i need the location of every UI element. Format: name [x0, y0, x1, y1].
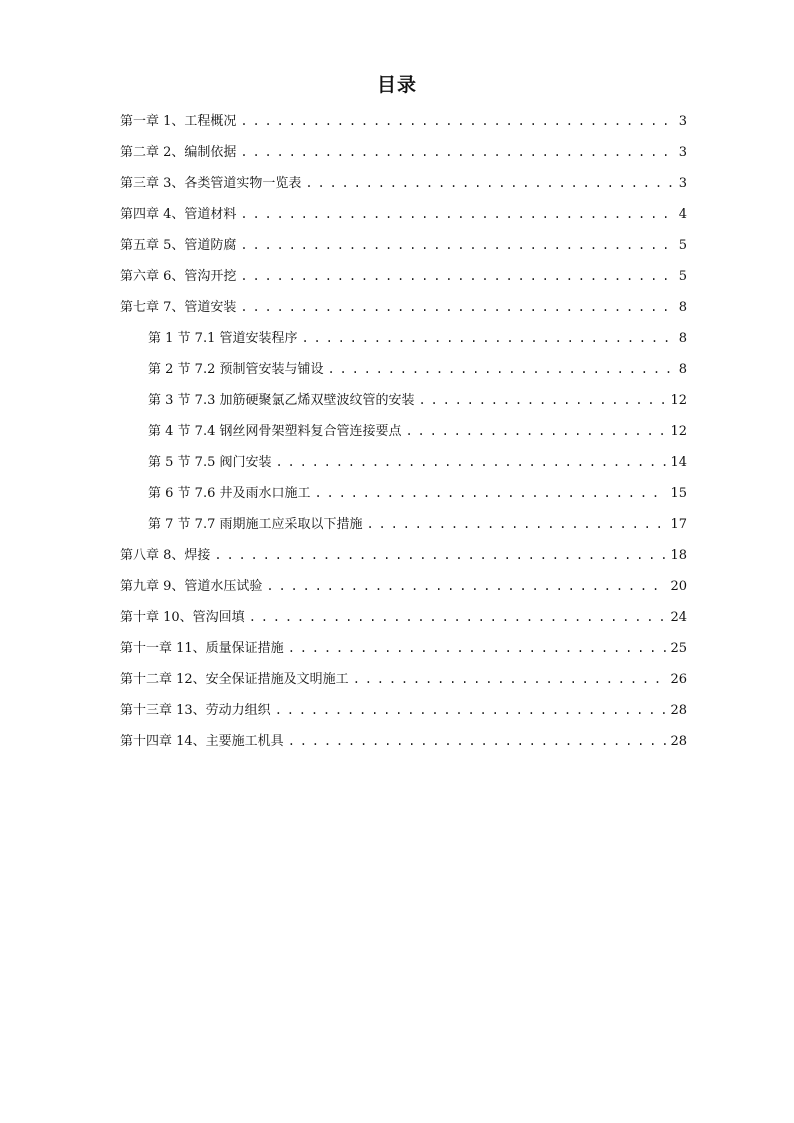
toc-entry-text: 第 1 节 7.1 管道安装程序 — [148, 331, 298, 346]
toc-dot-leader — [405, 420, 666, 442]
toc-page-number: 26 — [670, 672, 687, 687]
toc-page-number: 4 — [678, 207, 687, 222]
toc-dot-leader — [353, 668, 667, 690]
toc-entry-text: 第二章 2、编制依据 — [120, 145, 237, 160]
toc-section-entry[interactable] — [120, 482, 687, 513]
toc-page-number: 18 — [670, 548, 687, 563]
toc-page-number: 8 — [678, 362, 687, 377]
toc-dot-leader — [275, 699, 667, 721]
toc-dot-leader — [240, 110, 674, 132]
toc-chapter-entry[interactable] — [120, 172, 687, 203]
toc-title: 目录 — [376, 74, 417, 96]
toc-entry-text: 第十章 10、管沟回填 — [120, 610, 245, 625]
toc-page-number: 25 — [670, 641, 687, 656]
toc-chapter-entry[interactable] — [120, 265, 687, 296]
toc-page-number: 14 — [670, 455, 687, 470]
toc-entry-text: 第一章 1、工程概况 — [120, 114, 237, 129]
toc-entry-text: 第 7 节 7.7 雨期施工应采取以下措施 — [148, 517, 363, 532]
toc-page-number: 5 — [678, 269, 687, 284]
toc-dot-leader — [240, 234, 674, 256]
toc-page-number: 17 — [670, 517, 687, 532]
toc-entry-text: 第十二章 12、安全保证措施及文明施工 — [120, 672, 349, 687]
toc-dot-leader — [249, 606, 667, 628]
toc-dot-leader — [305, 172, 674, 194]
toc-entry-text: 第六章 6、管沟开挖 — [120, 269, 237, 284]
toc-chapter-entry[interactable] — [120, 637, 687, 668]
toc-entry-text: 第十一章 11、质量保证措施 — [120, 641, 284, 656]
toc-dot-leader — [240, 296, 674, 318]
toc-chapter-entry[interactable] — [120, 234, 687, 265]
toc-entry-text: 第四章 4、管道材料 — [120, 207, 237, 222]
toc-entry-text: 第十四章 14、主要施工机具 — [120, 734, 284, 749]
toc-chapter-entry[interactable] — [120, 606, 687, 637]
toc-page-number: 28 — [670, 734, 687, 749]
toc-page-number: 28 — [670, 703, 687, 718]
toc-entry-text: 第七章 7、管道安装 — [120, 300, 237, 315]
toc-dot-leader — [240, 203, 674, 225]
toc-chapter-entry[interactable] — [120, 203, 687, 234]
toc-chapter-entry[interactable] — [120, 110, 687, 141]
toc-section-entry[interactable] — [120, 451, 687, 482]
toc-entry-text: 第十三章 13、劳动力组织 — [120, 703, 271, 718]
toc-chapter-entry[interactable] — [120, 544, 687, 575]
toc-page-number: 12 — [670, 393, 687, 408]
toc-entry-text: 第 6 节 7.6 井及雨水口施工 — [148, 486, 311, 501]
toc-dot-leader — [301, 327, 674, 349]
toc-section-entry[interactable] — [120, 327, 687, 358]
toc-dot-leader — [366, 513, 666, 535]
toc-chapter-entry[interactable] — [120, 699, 687, 730]
toc-page-number: 3 — [678, 145, 687, 160]
toc-entry-text: 第八章 8、焊接 — [120, 548, 211, 563]
toc-dot-leader — [418, 389, 666, 411]
toc-dot-leader — [275, 451, 666, 473]
toc-page-number: 12 — [670, 424, 687, 439]
toc-page-number: 8 — [678, 331, 687, 346]
toc-page-number: 3 — [678, 176, 687, 191]
toc-chapter-entry[interactable] — [120, 730, 687, 761]
toc-dot-leader — [240, 265, 674, 287]
toc-page-number: 3 — [678, 114, 687, 129]
toc-section-entry[interactable] — [120, 420, 687, 451]
toc-dot-leader — [240, 141, 674, 163]
toc-entry-text: 第 4 节 7.4 钢丝网骨架塑料复合管连接要点 — [148, 424, 402, 439]
toc-dot-leader — [288, 730, 667, 752]
toc-page-number: 15 — [670, 486, 687, 501]
toc-section-entry[interactable] — [120, 358, 687, 389]
toc-entry-text: 第 2 节 7.2 预制管安装与铺设 — [148, 362, 324, 377]
toc-dot-leader — [266, 575, 666, 597]
toc-chapter-entry[interactable] — [120, 668, 687, 699]
table-of-contents — [120, 110, 687, 761]
toc-entry-text: 第 3 节 7.3 加筋硬聚氯乙烯双壁波纹管的安装 — [148, 393, 415, 408]
toc-dot-leader — [288, 637, 667, 659]
toc-page-number: 8 — [678, 300, 687, 315]
toc-entry-text: 第九章 9、管道水压试验 — [120, 579, 263, 594]
toc-chapter-entry[interactable] — [120, 141, 687, 172]
toc-dot-leader — [314, 482, 666, 504]
toc-entry-text: 第 5 节 7.5 阀门安装 — [148, 455, 272, 470]
toc-section-entry[interactable] — [120, 389, 687, 420]
toc-page-number: 24 — [670, 610, 687, 625]
toc-chapter-entry[interactable] — [120, 296, 687, 327]
toc-section-entry[interactable] — [120, 513, 687, 544]
toc-page-number: 20 — [670, 579, 687, 594]
toc-dot-leader — [327, 358, 674, 380]
toc-dot-leader — [214, 544, 666, 566]
toc-entry-text: 第五章 5、管道防腐 — [120, 238, 237, 253]
toc-page-number: 5 — [678, 238, 687, 253]
toc-chapter-entry[interactable] — [120, 575, 687, 606]
toc-entry-text: 第三章 3、各类管道实物一览表 — [120, 176, 302, 191]
